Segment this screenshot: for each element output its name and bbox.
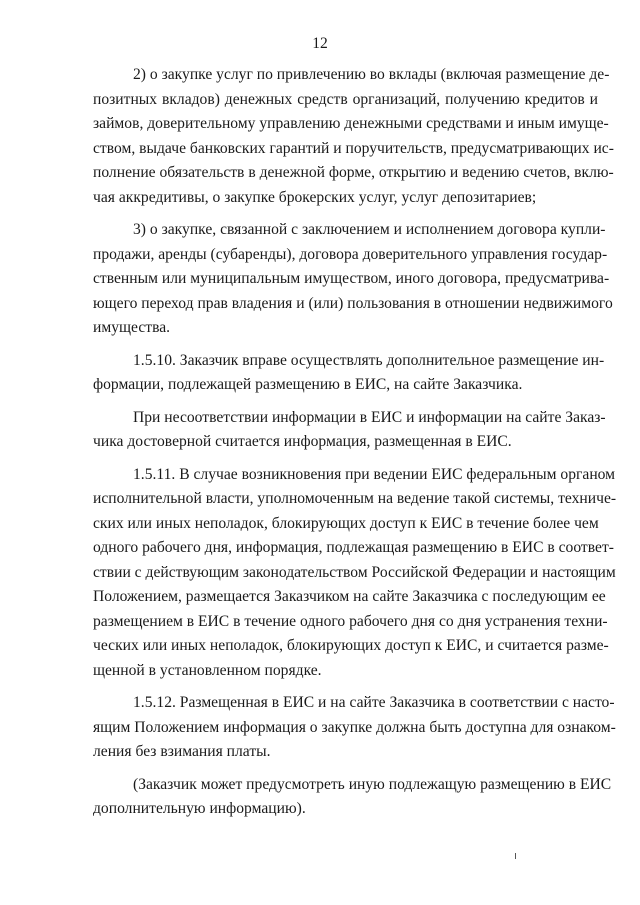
text-line: 1.5.11. В случае возникновения при ведении ЕИС федеральным органом <box>133 465 616 483</box>
text-line: ческих или иных неполадок, блокирующих доступ к ЕИС, и считается разме- <box>93 637 609 654</box>
text-line: дополнительную информацию). <box>93 800 306 817</box>
text-line: 1.5.10. Заказчик вправе осуществлять дополнительное размещение ин- <box>133 351 605 369</box>
text-line: ством, выдаче банковских гарантий и поручительств, предусматривающих ис- <box>93 139 614 157</box>
paragraph-item-3 <box>93 218 613 341</box>
text-line: одного рабочего дня, информация, подлежащая размещению в ЕИС в соответ- <box>93 539 614 556</box>
paragraph-note <box>93 773 612 822</box>
text-line: ствии с действующим законодательством Российской Федерации и настоящим <box>93 563 616 581</box>
text-line: (Заказчик может предусмотреть иную подлежащую размещению в ЕИС <box>133 775 612 793</box>
text-line: щенной в установленном порядке. <box>93 661 322 679</box>
text-line: формации, подлежащей размещению в ЕИС, на сайте Заказчика. <box>93 376 523 393</box>
text-line: 2) о закупке услуг по привлечению во вклады (включая размещение де- <box>133 66 610 83</box>
paragraph-1-5-12 <box>93 691 616 765</box>
text-line: ственным или муниципальным имуществом, иного договора, предусматрива- <box>93 270 610 287</box>
text-line: При несоответствии информации в ЕИС и информации на сайте Заказ- <box>133 408 606 426</box>
scan-artifact-mark <box>515 853 516 859</box>
text-line: позитных вкладов) денежных средств организаций, получению кредитов и <box>93 90 598 108</box>
text-line: чая аккредитивы, о закупке брокерских услуг, услуг депозитариев; <box>93 188 537 206</box>
text-line: продажи, аренды (субаренды), договора доверительного управления государ- <box>93 245 608 263</box>
page-number: 12 <box>312 35 328 52</box>
text-line: чика достоверной считается информация, размещенная в ЕИС. <box>93 433 512 450</box>
paragraph-1-5-10 <box>93 349 605 398</box>
text-line: имущества. <box>93 319 171 336</box>
text-line: займов, доверительному управлению денежными средствами и иным имуще- <box>93 115 609 132</box>
text-line: ских или иных неполадок, блокирующих доступ к ЕИС в течение более чем <box>93 514 599 532</box>
paragraph-discrepancy <box>93 406 606 455</box>
paragraph-1-5-11 <box>93 463 617 684</box>
document-body <box>93 63 617 830</box>
text-line: полнение обязательств в денежной форме, открытию и ведению счетов, вклю- <box>93 164 614 181</box>
text-line: 3) о закупке, связанной с заключением и исполнением договора купли- <box>133 221 606 238</box>
text-line: размещением в ЕИС в течение одного рабочего дня со дня устранения техни- <box>93 612 608 630</box>
text-line: ящим Положением информация о закупке должна быть доступна для ознаком- <box>93 718 616 736</box>
paragraph-item-2 <box>93 63 614 210</box>
text-line: исполнительной власти, уполномоченным на ведение такой системы, техниче- <box>93 490 617 507</box>
text-line: Положением, размещается Заказчиком на сайте Заказчика с последующим ее <box>93 588 606 605</box>
text-line: 1.5.12. Размещенная в ЕИС и на сайте Заказчика в соответствии с насто- <box>133 694 615 711</box>
text-line: ления без взимания платы. <box>93 743 271 760</box>
text-line: ющего переход прав владения и (или) пользования в отношении недвижимого <box>93 294 613 312</box>
